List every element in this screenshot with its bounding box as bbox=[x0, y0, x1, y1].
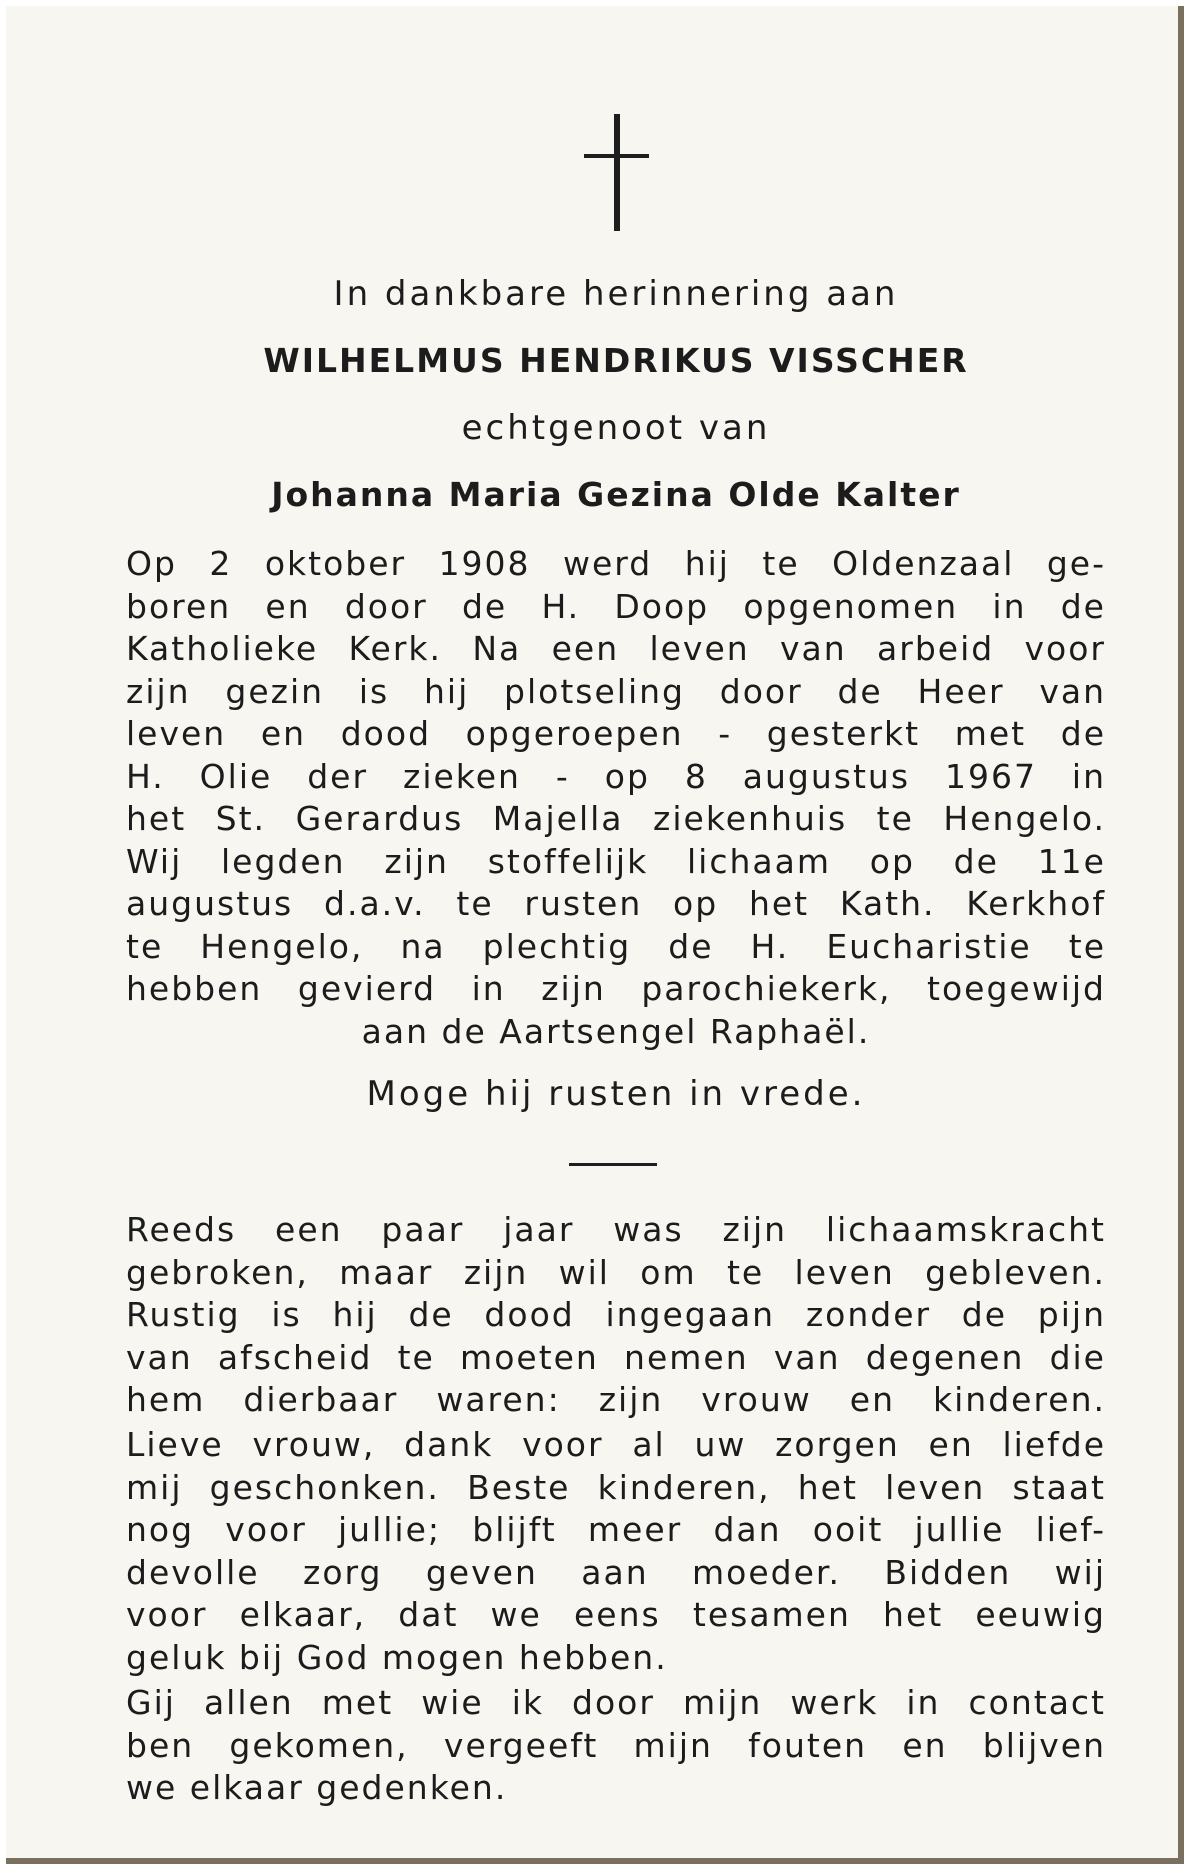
bio-line: hebben gevierd in zijn parochiekerk, toegewijd bbox=[126, 969, 1106, 1008]
bio-line: het St. Gerardus Majella ziekenhuis te Hengelo. bbox=[126, 799, 1106, 838]
cross-bar bbox=[584, 154, 649, 158]
intro-text: In dankbare herinnering aan bbox=[333, 274, 899, 314]
bio-line: leven en dood opgeroepen - gesterkt met de bbox=[126, 714, 1106, 753]
text-line: gebroken, maar zijn wil om te leven gebleven. bbox=[126, 1252, 1106, 1292]
divider-line bbox=[569, 1163, 657, 1166]
text-line: Lieve vrouw, dank voor al uw zorgen en liefde bbox=[126, 1425, 1106, 1464]
text-line: Gij allen met wie ik door mijn werk in contact bbox=[126, 1683, 1106, 1722]
text-line: we elkaar gedenken. bbox=[126, 1768, 508, 1807]
paragraph-2 bbox=[126, 1424, 1106, 1679]
text-line: hem dierbaar waren: zijn vrouw en kinderen. bbox=[126, 1380, 1106, 1419]
text-line: van afscheid te moeten nemen van degenen die bbox=[126, 1337, 1106, 1377]
bio-line: aan de Aartsengel Raphaël. bbox=[361, 1011, 871, 1051]
text-line: ben gekomen, vergeeft mijn fouten en blijven bbox=[126, 1725, 1106, 1765]
biography bbox=[126, 543, 1106, 1053]
text-line: geluk bij God mogen hebben. bbox=[126, 1637, 668, 1677]
relation-text: echtgenoot van bbox=[461, 408, 771, 448]
bio-line: zijn gezin is hij plotseling door de Heer van bbox=[126, 671, 1106, 711]
text-line: devolle zorg geven aan moeder. Bidden wij bbox=[126, 1552, 1106, 1592]
memorial-card bbox=[6, 6, 1184, 1864]
bio-line: augustus d.a.v. te rusten op het Kath. Kerkhof bbox=[126, 884, 1106, 923]
paragraph-1 bbox=[126, 1209, 1106, 1422]
text-line: mij geschonken. Beste kinderen, het leven staat bbox=[126, 1467, 1106, 1507]
text-line: voor elkaar, dat we eens tesamen het eeuwig bbox=[126, 1595, 1106, 1634]
text-line: Reeds een paar jaar was zijn lichaamskracht bbox=[126, 1210, 1106, 1249]
bio-line: Katholieke Kerk. Na een leven van arbeid voor bbox=[126, 629, 1106, 668]
bio-line: te Hengelo, na plechtig de H. Eucharistie te bbox=[126, 926, 1106, 966]
bio-line: H. Olie der zieken - op 8 augustus 1967 in bbox=[126, 756, 1106, 796]
bio-line: Wij legden zijn stoffelijk lichaam op de 11e bbox=[126, 841, 1106, 881]
paragraph-3 bbox=[126, 1682, 1106, 1810]
closing-prayer: Moge hij rusten in vrede. bbox=[366, 1074, 866, 1114]
bio-line: boren en door de H. Doop opgenomen in de bbox=[126, 586, 1106, 626]
cross-icon bbox=[614, 114, 620, 231]
text-line: Rustig is hij de dood ingegaan zonder de pijn bbox=[126, 1295, 1106, 1334]
text-line: nog voor jullie; blijft meer dan ooit jullie lief- bbox=[126, 1510, 1106, 1549]
deceased-name: WILHELMUS HENDRIKUS VISSCHER bbox=[263, 341, 969, 380]
spouse-name: Johanna Maria Gezina Olde Kalter bbox=[271, 475, 961, 514]
bio-line: Op 2 oktober 1908 werd hij te Oldenzaal ge- bbox=[126, 544, 1106, 583]
